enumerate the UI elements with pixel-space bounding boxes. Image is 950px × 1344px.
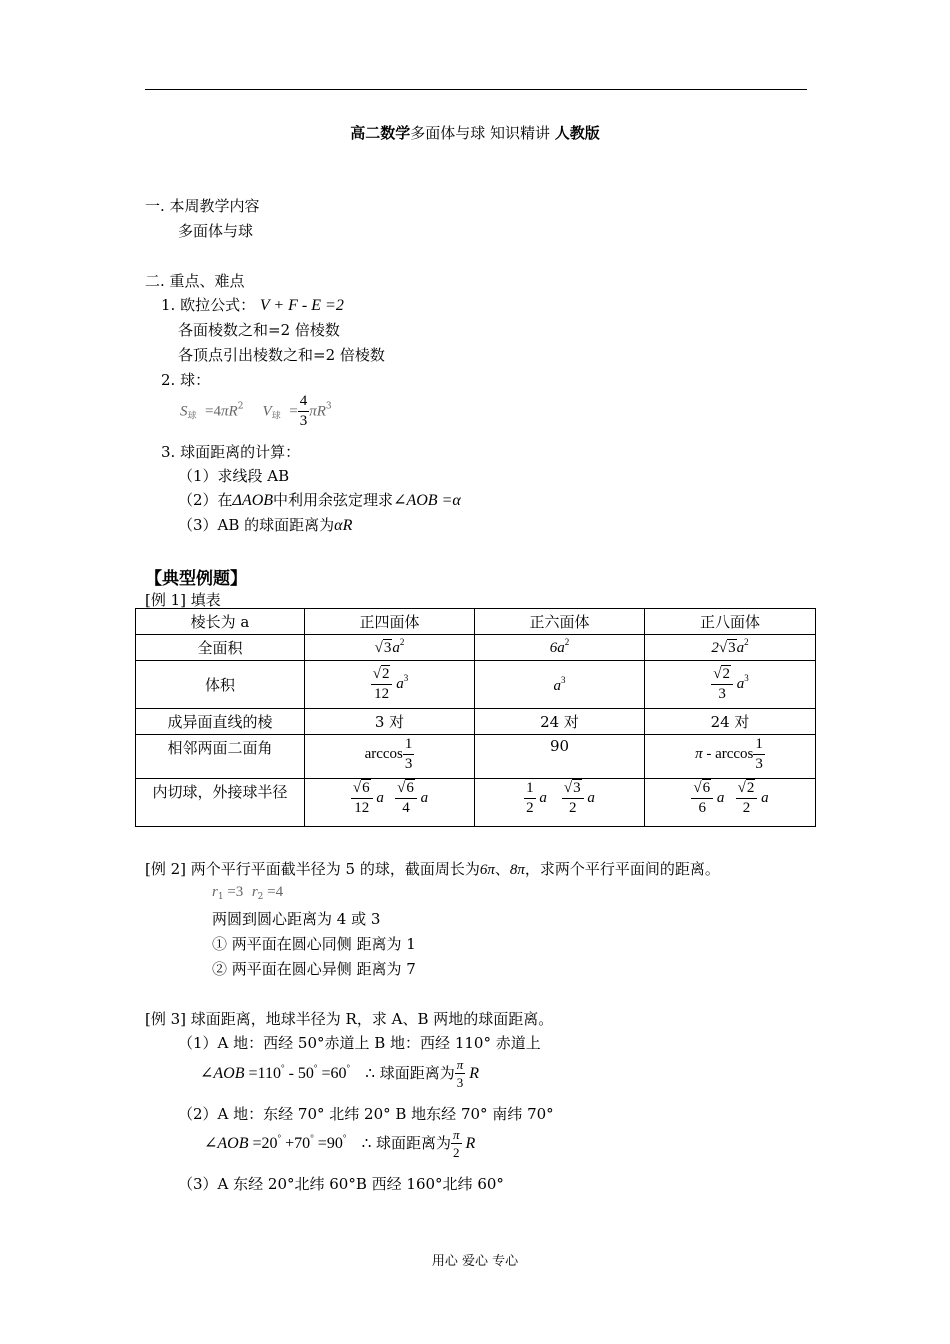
example3-question: [例 3] 球面距离，地球半径为 R，求 A、B 两地的球面距离。: [145, 1010, 554, 1028]
table-header-cell: 正八面体: [645, 609, 816, 635]
table-header-cell: 棱长为 a: [136, 609, 305, 635]
table-row-label: 全面积: [136, 635, 305, 661]
table-cell: $√3a^2$: [305, 635, 475, 661]
euler-vertex-edges: 各顶点引出棱数之和=2 倍棱数: [178, 346, 385, 364]
example2-line2: 两圆到圆心距离为 4 或 3: [212, 910, 381, 928]
sphere-formulas: $S_球 =4\pi R^2$ $V_球$ = $\frac{4}{3}$ $\pi R^3$: [180, 393, 332, 429]
table-row: [136, 635, 816, 661]
table-cell: $\frac{√6}{6}$ a $\frac{√2}{2}$ a: [645, 779, 816, 827]
table-row: [136, 609, 816, 635]
euler-formula: V + F - E =2: [259, 297, 344, 314]
table-cell: $\frac{√6}{12}$ a $\frac{√6}{4}$ a: [305, 779, 475, 827]
euler-face-edges: 各面棱数之和=2 倍棱数: [178, 321, 340, 339]
euler-formula-line: 1. 欧拉公式： V + F - E =2: [161, 296, 344, 314]
examples-heading: 【典型例题】: [145, 569, 247, 589]
section2-heading: 二. 重点、难点: [145, 272, 245, 290]
table-row-label: 相邻两面二面角: [136, 735, 305, 779]
sphere-distance-step3: （3）AB 的球面距离为αR: [178, 516, 353, 534]
table-cell: $6a^2$: [475, 635, 645, 661]
table-cell: 24 对: [645, 709, 816, 735]
table-row: [136, 661, 816, 709]
table-cell: $2√3a^2$: [645, 635, 816, 661]
sphere-distance-step1: （1）求线段 AB: [178, 467, 290, 485]
example2-line4: ② 两平面在圆心异侧 距离为 7: [212, 960, 416, 978]
example2-question: [例 2] 两个平行平面截半径为 5 的球，截面周长为6π、8π，求两个平行平面间的距离。: [145, 860, 720, 878]
table-header-cell: 正四面体: [305, 609, 475, 635]
table-cell: 24 对: [475, 709, 645, 735]
polyhedra-table: [135, 608, 816, 827]
table-header-cell: 正六面体: [475, 609, 645, 635]
table-cell: $a^3$: [475, 661, 645, 709]
table-row-label: 内切球，外接球半径: [136, 779, 305, 827]
page-footer: 用心 爱心 专心: [431, 1254, 519, 1269]
example3-case1-result: ∠AOB =110° - 50° =60° ∴ 球面距离为 $\frac{\pi}{3}$ R: [200, 1057, 480, 1090]
sphere-distance-step2: （2）在ΔAOB中利用余弦定理求∠AOB =α: [178, 491, 461, 509]
example3-case3: （3）A 东经 20°北纬 60°B 西经 160°北纬 60°: [178, 1175, 504, 1193]
table-cell: $\frac{1}{2}$ a $\frac{√3}{2}$ a: [475, 779, 645, 827]
table-cell: π - arccos $\frac{1}{3}$: [645, 735, 816, 779]
sphere-distance-label: 3. 球面距离的计算：: [161, 443, 301, 461]
table-cell: 3 对: [305, 709, 475, 735]
table-row: [136, 709, 816, 735]
table-row-label: 体积: [136, 661, 305, 709]
section1-content: 多面体与球: [178, 222, 254, 240]
page-title: 高二数学多面体与球 知识精讲 人教版: [350, 124, 600, 142]
example2-radii: $r_1 =3$ $r_2 =4$: [212, 884, 284, 902]
table-row: [136, 735, 816, 779]
section1-heading: 一. 本周教学内容: [145, 197, 260, 215]
example3-case2-result: ∠AOB =20° +70° =90° ∴ 球面距离为 $\frac{\pi}{2}$ R: [204, 1127, 476, 1160]
table-row: [136, 779, 816, 827]
sphere-label: 2. 球：: [161, 371, 211, 389]
table-cell: $\frac{√2}{3}$ $a^3$: [645, 661, 816, 709]
example1-label: [例 1] 填表: [145, 591, 221, 609]
example2-line3: ① 两平面在圆心同侧 距离为 1: [212, 935, 416, 953]
example3-case2: （2）A 地：东经 70° 北纬 20° B 地东经 70° 南纬 70°: [178, 1105, 554, 1123]
table-cell: $\frac{√2}{12}$ $a^3$: [305, 661, 475, 709]
header-rule: [145, 89, 807, 90]
table-cell: arccos $\frac{1}{3}$: [305, 735, 475, 779]
example3-case1: （1）A 地：西经 50°赤道上 B 地：西经 110° 赤道上: [178, 1034, 541, 1052]
table-row-label: 成异面直线的棱: [136, 709, 305, 735]
table-cell: 90: [475, 735, 645, 779]
